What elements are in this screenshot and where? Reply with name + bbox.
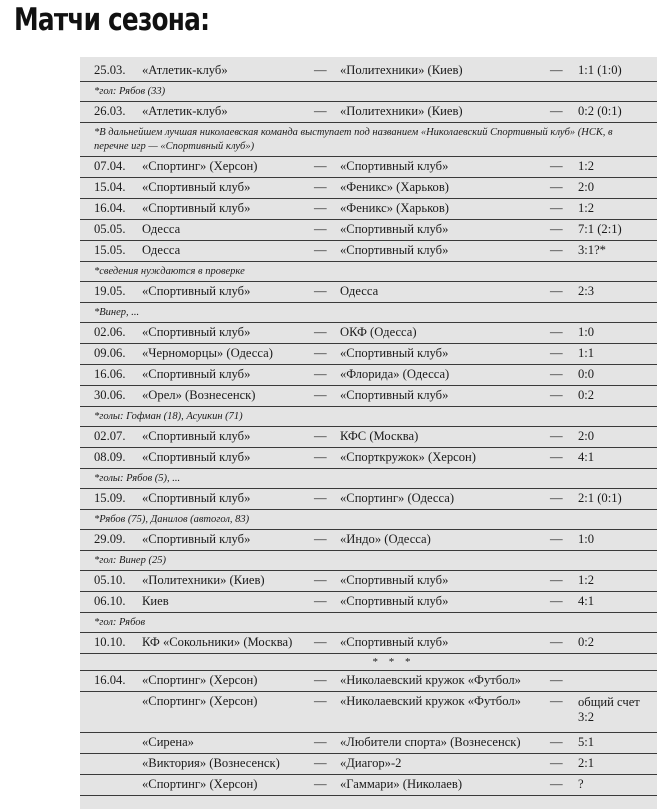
match-date: 25.03. xyxy=(94,63,126,77)
home-team: «Спортивный клуб» xyxy=(142,532,251,546)
dash: — xyxy=(314,222,327,236)
dash: — xyxy=(550,429,563,443)
match-row xyxy=(80,448,657,469)
match-row xyxy=(80,344,657,365)
dash: — xyxy=(550,694,563,708)
away-team: «Спортивный клуб» xyxy=(340,243,449,257)
match-date: 16.04. xyxy=(94,201,126,215)
match-note: *гол: Винер (25) xyxy=(80,551,657,571)
section-separator: * * * xyxy=(372,656,415,668)
match-date: 02.07. xyxy=(94,429,126,443)
match-score: 1:1 xyxy=(578,346,595,360)
match-note: *гол: Рябов (33) xyxy=(80,82,657,102)
dash: — xyxy=(314,450,327,464)
away-team: «Спортивный клуб» xyxy=(340,573,449,587)
away-team: «Гаммари» (Николаев) xyxy=(340,777,463,791)
dash: — xyxy=(314,532,327,546)
match-row xyxy=(80,199,657,220)
dash: — xyxy=(550,63,563,77)
dash: — xyxy=(314,594,327,608)
dash: — xyxy=(550,222,563,236)
home-team: «Атлетик-клуб» xyxy=(142,63,228,77)
home-team: Одесса xyxy=(142,222,181,236)
match-score: 2:0 xyxy=(578,180,595,194)
match-score: 7:1 (2:1) xyxy=(578,222,622,236)
match-date: 07.04. xyxy=(94,159,126,173)
home-team: «Орел» (Вознесенск) xyxy=(142,388,256,402)
match-score: 4:1 xyxy=(578,450,595,464)
match-score: 4:1 xyxy=(578,594,595,608)
match-row xyxy=(80,489,657,510)
dash: — xyxy=(550,777,563,791)
dash: — xyxy=(550,346,563,360)
away-team: «Спортивный клуб» xyxy=(340,222,449,236)
home-team: Киев xyxy=(142,594,169,608)
match-score: 2:3 xyxy=(578,284,595,298)
match-row xyxy=(80,571,657,592)
dash: — xyxy=(550,594,563,608)
away-team: «Спортивный клуб» xyxy=(340,594,449,608)
dash: — xyxy=(314,694,327,708)
home-team: «Спортивный клуб» xyxy=(142,284,251,298)
match-note: *Рябов (75), Данилов (автогол, 83) xyxy=(80,510,657,530)
dash: — xyxy=(550,104,563,118)
matches-table xyxy=(80,57,657,809)
match-score: 1:2 xyxy=(578,573,595,587)
home-team: «Спортинг» (Херсон) xyxy=(142,159,258,173)
dash: — xyxy=(314,159,327,173)
match-score: 0:0 xyxy=(578,367,595,381)
away-team: «Феникс» (Харьков) xyxy=(340,201,449,215)
dash: — xyxy=(550,159,563,173)
away-team: «Феникс» (Харьков) xyxy=(340,180,449,194)
match-date: 05.05. xyxy=(94,222,126,236)
dash: — xyxy=(550,388,563,402)
dash: — xyxy=(314,735,327,749)
dash: — xyxy=(550,491,563,505)
match-date: 16.04. xyxy=(94,673,126,687)
match-row xyxy=(80,633,657,654)
match-row xyxy=(80,178,657,199)
match-score: 0:2 xyxy=(578,635,595,649)
away-team: «Николаевский кружок «Футбол» xyxy=(340,673,521,687)
match-row xyxy=(80,61,657,82)
match-note: *Винер, ... xyxy=(80,303,657,323)
home-team: «Спортинг» (Херсон) xyxy=(142,673,258,687)
extra-matches-list xyxy=(80,670,657,796)
match-row xyxy=(80,241,657,262)
match-row xyxy=(80,775,657,796)
dash: — xyxy=(314,367,327,381)
dash: — xyxy=(550,573,563,587)
away-team: «Николаевский кружок «Футбол» xyxy=(340,694,521,708)
home-team: «Виктория» (Вознесенск) xyxy=(142,756,280,770)
dash: — xyxy=(550,284,563,298)
home-team: «Спортивный клуб» xyxy=(142,201,251,215)
dash: — xyxy=(314,673,327,687)
dash: — xyxy=(314,429,327,443)
match-date: 15.04. xyxy=(94,180,126,194)
away-team: «Любители спорта» (Вознесенск) xyxy=(340,735,521,749)
away-team: «Индо» (Одесса) xyxy=(340,532,431,546)
away-team: «Флорида» (Одесса) xyxy=(340,367,450,381)
match-score: 1:2 xyxy=(578,201,595,215)
away-team: КФС (Москва) xyxy=(340,429,419,443)
match-score: 5:1 xyxy=(578,735,595,749)
dash: — xyxy=(550,673,563,687)
dash: — xyxy=(314,325,327,339)
home-team: «Спортивный клуб» xyxy=(142,450,251,464)
home-team: «Спортивный клуб» xyxy=(142,491,251,505)
match-date: 29.09. xyxy=(94,532,126,546)
match-score: 1:0 xyxy=(578,325,595,339)
home-team: «Спортивный клуб» xyxy=(142,367,251,381)
page-title: Матчи сезона: xyxy=(14,2,210,38)
match-score: 0:2 xyxy=(578,388,595,402)
match-date: 05.10. xyxy=(94,573,126,587)
match-date: 09.06. xyxy=(94,346,126,360)
match-date: 16.06. xyxy=(94,367,126,381)
match-date: 08.09. xyxy=(94,450,126,464)
dash: — xyxy=(550,325,563,339)
match-date: 19.05. xyxy=(94,284,126,298)
match-row xyxy=(80,157,657,178)
dash: — xyxy=(550,756,563,770)
dash: — xyxy=(550,450,563,464)
match-row xyxy=(80,365,657,386)
home-team: «Атлетик-клуб» xyxy=(142,104,228,118)
match-score: 1:1 (1:0) xyxy=(578,63,622,77)
dash: — xyxy=(550,735,563,749)
away-team: ОКФ (Одесса) xyxy=(340,325,417,339)
match-row xyxy=(80,733,657,754)
match-row xyxy=(80,282,657,303)
match-date: 26.03. xyxy=(94,104,126,118)
away-team: «Диагор»-2 xyxy=(340,756,402,770)
match-row xyxy=(80,592,657,613)
dash: — xyxy=(314,388,327,402)
away-team: Одесса xyxy=(340,284,379,298)
away-team: «Политехники» (Киев) xyxy=(340,104,463,118)
home-team: Одесса xyxy=(142,243,181,257)
home-team: КФ «Сокольники» (Москва) xyxy=(142,635,293,649)
match-score: 0:2 (0:1) xyxy=(578,104,622,118)
match-date: 15.09. xyxy=(94,491,126,505)
match-date: 10.10. xyxy=(94,635,126,649)
match-note: *сведения нуждаются в проверке xyxy=(80,262,657,282)
home-team: «Спортивный клуб» xyxy=(142,180,251,194)
dash: — xyxy=(314,243,327,257)
away-team: «Спортивный клуб» xyxy=(340,388,449,402)
dash: — xyxy=(550,180,563,194)
dash: — xyxy=(550,532,563,546)
dash: — xyxy=(314,63,327,77)
dash: — xyxy=(314,573,327,587)
match-note: *В дальнейшем лучшая николаевская команда выступает под названием «Николаевский Спортивный клуб» (НСК, в перечне игр — «Спортивный клуб») xyxy=(80,123,657,157)
home-team: «Черноморцы» (Одесса) xyxy=(142,346,273,360)
match-score: 2:0 xyxy=(578,429,595,443)
match-score: 1:2 xyxy=(578,159,595,173)
match-score: 3:1?* xyxy=(578,243,606,257)
dash: — xyxy=(314,756,327,770)
match-note: *голы: Рябов (5), ... xyxy=(80,469,657,489)
dash: — xyxy=(314,104,327,118)
home-team: «Политехники» (Киев) xyxy=(142,573,265,587)
match-row xyxy=(80,102,657,123)
away-team: «Спортинг» (Одесса) xyxy=(340,491,455,505)
dash: — xyxy=(314,346,327,360)
matches-list xyxy=(80,61,657,654)
away-team: «Спортивный клуб» xyxy=(340,346,449,360)
home-team: «Сирена» xyxy=(142,735,194,749)
dash: — xyxy=(314,201,327,215)
match-date: 30.06. xyxy=(94,388,126,402)
home-team: «Спортивный клуб» xyxy=(142,325,251,339)
home-team: «Спортинг» (Херсон) xyxy=(142,777,258,791)
dash: — xyxy=(550,367,563,381)
match-score: 1:0 xyxy=(578,532,595,546)
dash: — xyxy=(550,243,563,257)
dash: — xyxy=(314,180,327,194)
dash: — xyxy=(314,777,327,791)
match-row xyxy=(80,754,657,775)
match-date: 06.10. xyxy=(94,594,126,608)
match-row xyxy=(80,220,657,241)
match-row xyxy=(80,530,657,551)
away-team: «Спорткружок» (Херсон) xyxy=(340,450,476,464)
match-date: 02.06. xyxy=(94,325,126,339)
home-team: «Спортинг» (Херсон) xyxy=(142,694,258,708)
home-team: «Спортивный клуб» xyxy=(142,429,251,443)
match-score: 2:1 xyxy=(578,756,595,770)
match-score: ? xyxy=(578,777,584,791)
match-score: общий счет 3:2 xyxy=(578,695,640,724)
match-row xyxy=(80,386,657,407)
match-score: 2:1 (0:1) xyxy=(578,491,622,505)
match-row xyxy=(80,692,657,733)
match-note: *голы: Гофман (18), Асуикин (71) xyxy=(80,407,657,427)
match-row xyxy=(80,323,657,344)
dash: — xyxy=(314,635,327,649)
dash: — xyxy=(550,635,563,649)
match-date: 15.05. xyxy=(94,243,126,257)
match-row xyxy=(80,427,657,448)
match-row xyxy=(80,670,657,692)
match-note: *гол: Рябов xyxy=(80,613,657,633)
dash: — xyxy=(550,201,563,215)
away-team: «Спортивный клуб» xyxy=(340,159,449,173)
dash: — xyxy=(314,284,327,298)
away-team: «Спортивный клуб» xyxy=(340,635,449,649)
dash: — xyxy=(314,491,327,505)
away-team: «Политехники» (Киев) xyxy=(340,63,463,77)
